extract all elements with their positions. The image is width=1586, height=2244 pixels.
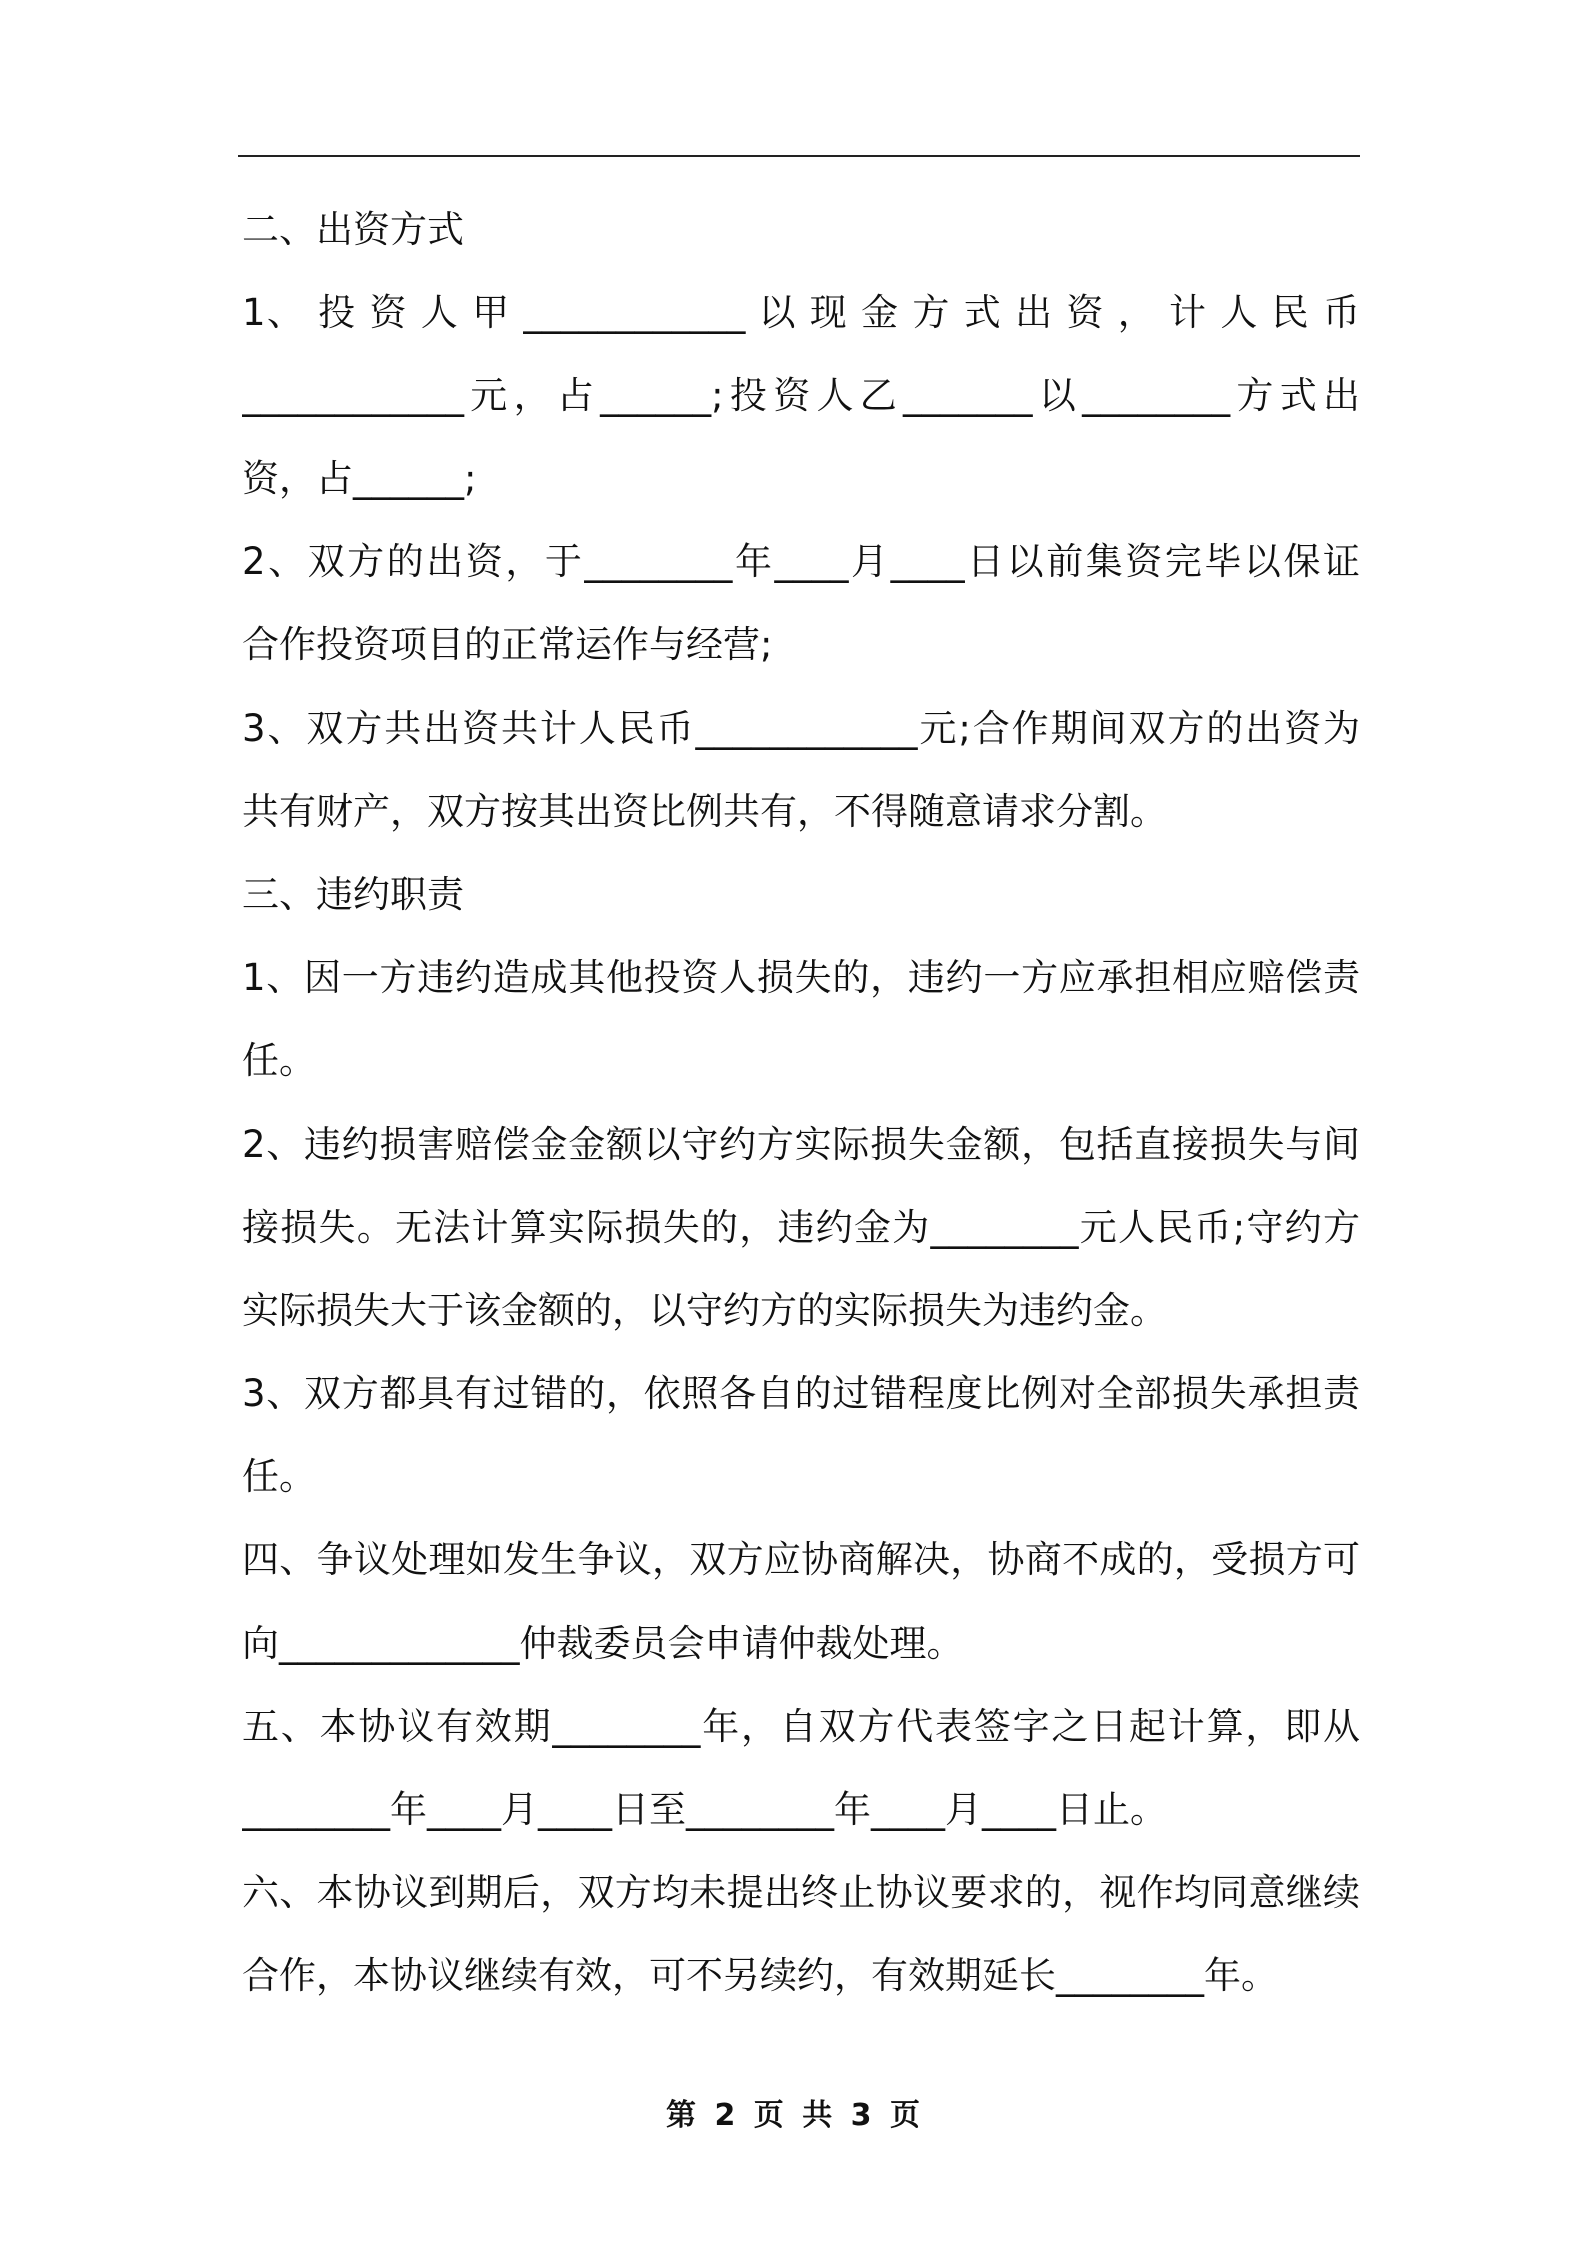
- paragraph-line: ____________元，占______;投资人乙_______以________方式出: [242, 374, 1360, 417]
- paragraph-line: 任。: [242, 1039, 316, 1082]
- paragraph-line: 3、双方共出资共计人民币____________元;合作期间双方的出资为: [242, 707, 1360, 750]
- paragraph-line: 任。: [242, 1455, 316, 1498]
- paragraph-line: ________年____月____日至________年____月____日止。: [242, 1788, 1167, 1831]
- paragraph-line: 3、双方都具有过错的，依照各自的过错程度比例对全部损失承担责: [242, 1372, 1360, 1415]
- paragraph-line: 合作，本协议继续有效，可不另续约，有效期延长________年。: [242, 1954, 1278, 1997]
- section-heading-breach-liability: 三、违约职责: [242, 873, 464, 916]
- section-heading-dispute-resolution: 四、争议处理如发生争议，双方应协商解决，协商不成的，受损方可: [242, 1538, 1360, 1581]
- page-number-footer: 第 2 页 共 3 页: [666, 2098, 920, 2133]
- paragraph-line: 合作投资项目的正常运作与经营;: [242, 623, 773, 666]
- paragraph-line: 1、 投 资 人 甲 ____________ 以 现 金 方 式 出 资 ， 计 人 民 币: [242, 291, 1360, 334]
- paragraph-line: 向_____________仲裁委员会申请仲裁处理。: [242, 1622, 964, 1665]
- paragraph-line: 接损失。无法计算实际损失的，违约金为________元人民币;守约方: [242, 1206, 1360, 1249]
- paragraph-line: 1、因一方违约造成其他投资人损失的，违约一方应承担相应赔偿责: [242, 956, 1360, 999]
- paragraph-line: 实际损失大于该金额的，以守约方的实际损失为违约金。: [242, 1289, 1167, 1332]
- paragraph-line: 2、双方的出资，于________年____月____日以前集资完毕以保证: [242, 540, 1360, 583]
- section-heading-investment-method: 二、出资方式: [242, 208, 464, 251]
- paragraph-line: 2、违约损害赔偿金金额以守约方实际损失金额，包括直接损失与间: [242, 1123, 1360, 1166]
- paragraph-line: 资，占______;: [242, 457, 477, 500]
- paragraph-line: 共有财产，双方按其出资比例共有，不得随意请求分割。: [242, 790, 1167, 833]
- section-heading-validity-period: 五、本协议有效期________年，自双方代表签字之日起计算，即从: [242, 1705, 1360, 1748]
- section-heading-renewal: 六、本协议到期后，双方均未提出终止协议要求的，视作均同意继续: [242, 1871, 1360, 1914]
- header-rule: [238, 155, 1360, 157]
